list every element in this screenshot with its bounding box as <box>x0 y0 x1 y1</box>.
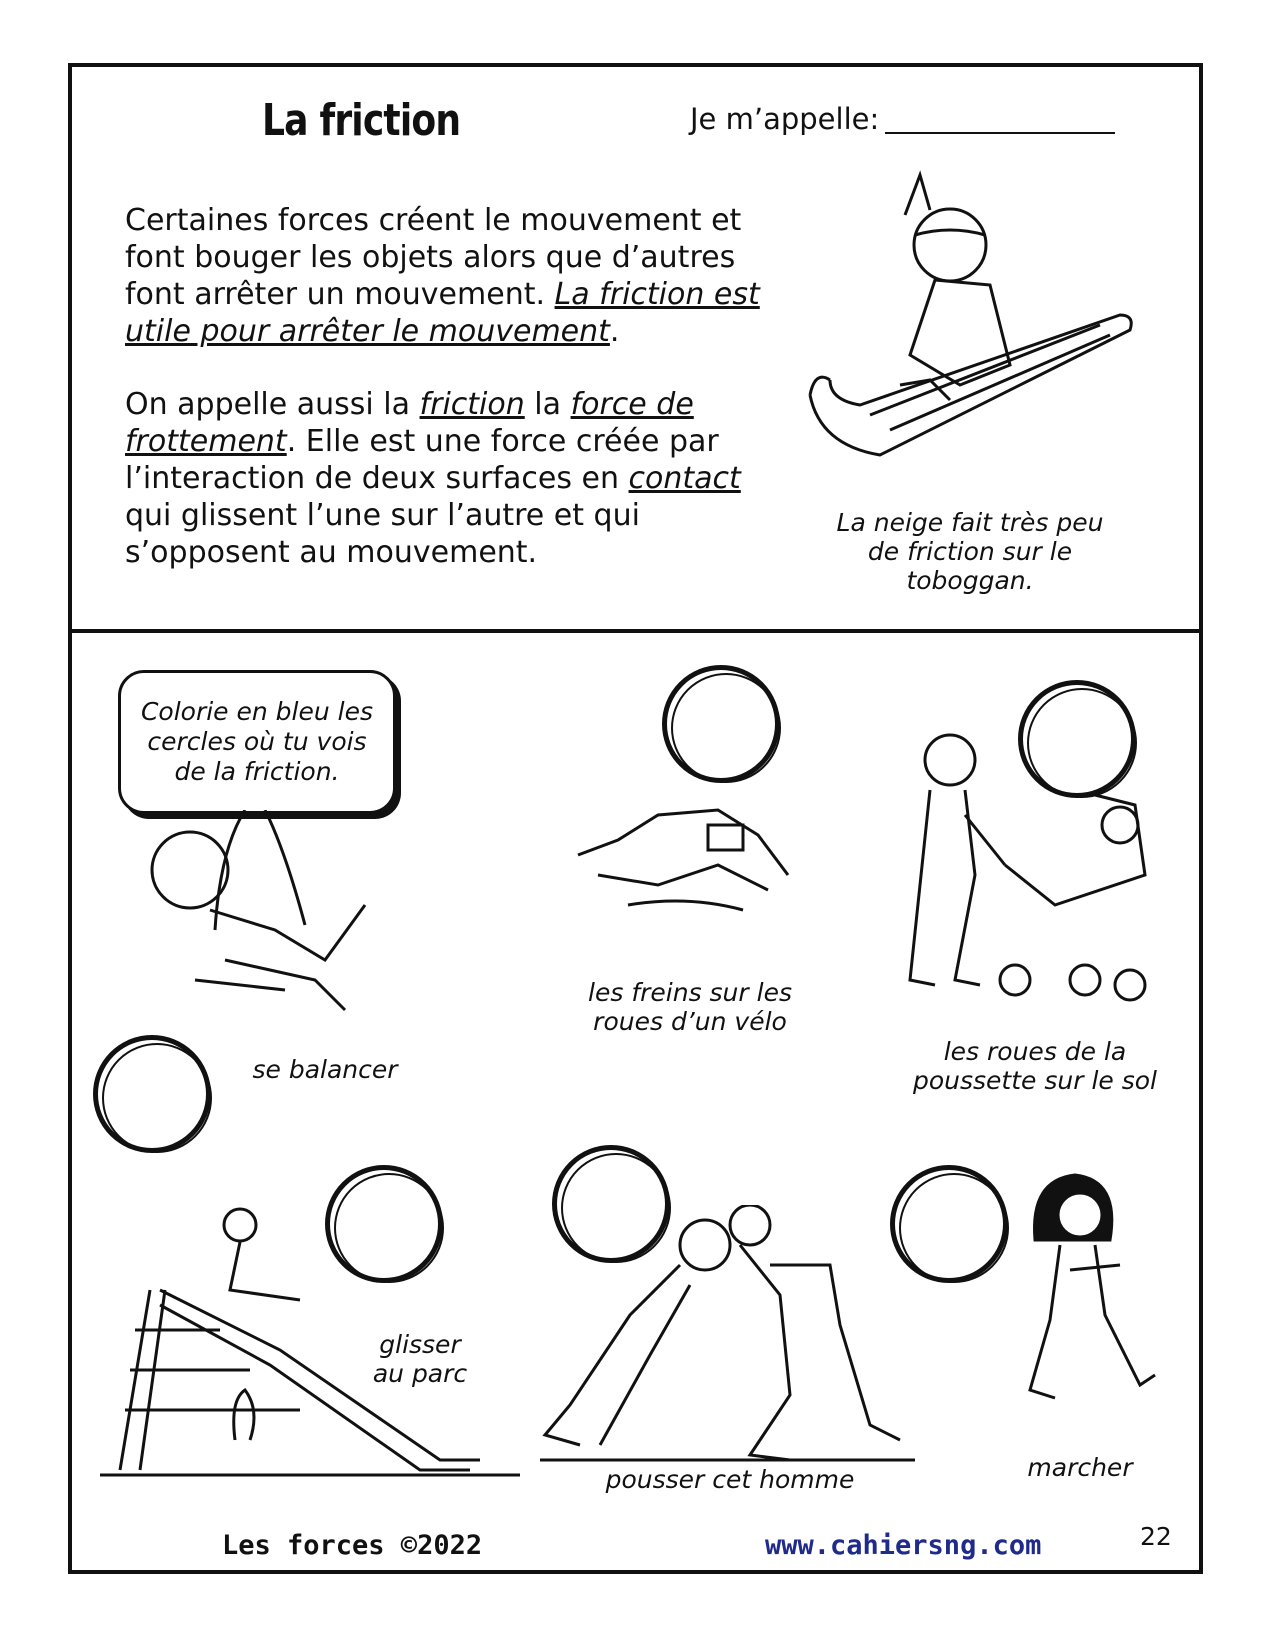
activity-label-swing: se balancer <box>252 1055 398 1084</box>
section-divider <box>68 629 1203 633</box>
term-contact: contact <box>628 461 741 496</box>
page-number: 22 <box>1140 1522 1172 1551</box>
activity-label-slide: glisser au parc <box>372 1330 468 1388</box>
intro-paragraph-2: On appelle aussi la friction la force de frottement. Elle est une force créée par l’interaction de deux surfaces en contact qui glissent l’une sur l’autre et qui s’opposent au mouvement. <box>125 387 741 570</box>
footer-url[interactable]: www.cahiersng.com <box>765 1530 1042 1561</box>
activity-label-brake: les freins sur les roues d’un vélo <box>588 978 792 1036</box>
term-friction: friction <box>419 387 525 422</box>
name-input-line[interactable] <box>885 132 1115 134</box>
stroller-illustration <box>895 725 1175 1005</box>
walking-girl-illustration <box>1010 1170 1160 1410</box>
answer-circle-brake[interactable] <box>662 665 780 783</box>
push-man-illustration <box>540 1205 915 1470</box>
answer-circle-swing[interactable] <box>93 1035 211 1153</box>
answer-circle-walk[interactable] <box>890 1165 1008 1283</box>
term-force-frottement: force de frottement <box>125 387 694 459</box>
toboggan-caption: La neige fait très peu de friction sur le toboggan. <box>836 508 1104 595</box>
bike-brake-illustration <box>568 795 793 925</box>
intro-paragraph-1: Certaines forces créent le mouvement et font bouger les objets alors que d’autres font arrêter un mouvement. La friction est utile pour arrêter le mouvement. <box>125 203 760 349</box>
footer-title: Les forces ©2022 <box>222 1530 483 1561</box>
intro-text <box>125 202 785 607</box>
toboggan-illustration <box>800 155 1140 465</box>
page-title: La friction <box>262 95 461 146</box>
activity-label-walk: marcher <box>1027 1453 1133 1482</box>
key-phrase: La friction est utile pour arrêter le mouvement <box>125 277 760 349</box>
activity-label-push: pousser cet homme <box>605 1465 855 1494</box>
activity-label-stroller: les roues de la poussette sur le sol <box>912 1037 1157 1095</box>
name-label: Je m’appelle: <box>690 102 880 136</box>
swing-illustration <box>135 810 400 1025</box>
instruction-bubble: Colorie en bleu les cercles où tu vois de la friction. <box>118 670 396 814</box>
